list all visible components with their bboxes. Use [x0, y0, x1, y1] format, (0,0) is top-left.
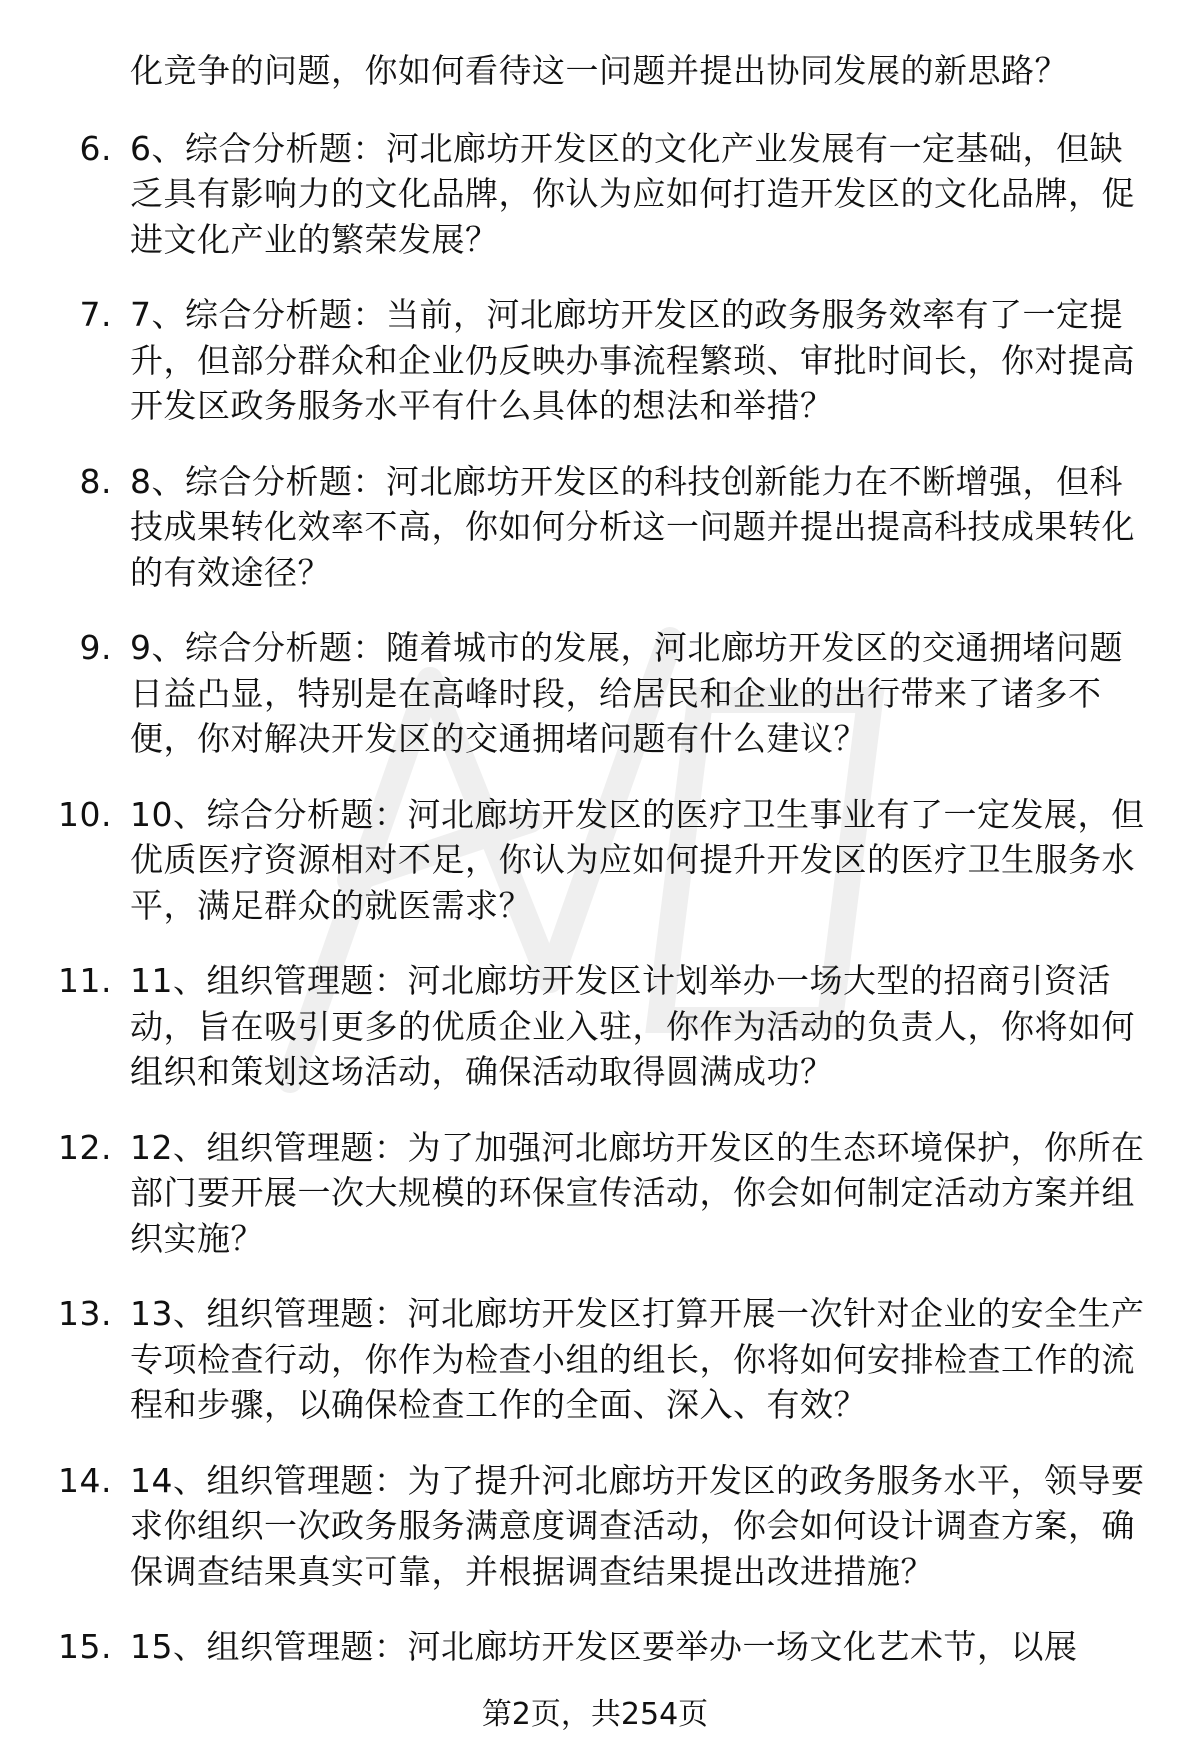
- list-item-text: 12、组织管理题：为了加强河北廊坊开发区的生态环境保护，你所在部门要开展一次大规模的环保宣传活动，你会如何制定活动方案并组织实施？: [130, 1127, 1145, 1258]
- list-number: 7.: [79, 295, 112, 334]
- list-number: 11.: [58, 961, 112, 1000]
- list-number: 6.: [79, 128, 112, 168]
- list-number: 12.: [58, 1127, 112, 1167]
- list-item-text: 13、组织管理题：河北廊坊开发区打算开展一次针对企业的安全生产专项检查行动，你作为检查小组的组长，你将如何安排检查工作的流程和步骤，以确保检查工作的全面、深入、有效？: [130, 1294, 1145, 1424]
- continuation-text: 化竞争的问题，你如何看待这一问题并提出协同发展的新思路？: [130, 51, 1068, 90]
- list-item: [0, 1458, 1190, 1595]
- list-number: 14.: [58, 1460, 112, 1500]
- list-item: [0, 292, 1190, 429]
- list-item: [0, 1624, 1190, 1670]
- continuation-paragraph: [0, 48, 1190, 94]
- page-footer: 第2页，共254页: [481, 1697, 709, 1732]
- list-item-text: 6、综合分析题：河北廊坊开发区的文化产业发展有一定基础，但缺乏具有影响力的文化品牌，你认为应如何打造开发区的文化品牌，促进文化产业的繁荣发展？: [130, 128, 1135, 259]
- list-item-text: 14、组织管理题：为了提升河北廊坊开发区的政务服务水平，领导要求你组织一次政务服务满意度调查活动，你会如何设计调查方案，确保调查结果真实可靠，并根据调查结果提出改进措施？: [130, 1460, 1145, 1591]
- list-item: [0, 126, 1190, 263]
- question-list: [0, 48, 1190, 1700]
- list-number: 10.: [58, 794, 112, 834]
- list-item: [0, 1291, 1190, 1428]
- list-number: 8.: [79, 461, 112, 501]
- list-item-text: 10、综合分析题：河北廊坊开发区的医疗卫生事业有了一定发展，但优质医疗资源相对不足，你认为应如何提升开发区的医疗卫生服务水平，满足群众的就医需求？: [130, 794, 1145, 925]
- list-item: [0, 1125, 1190, 1262]
- list-number: 9.: [79, 628, 112, 667]
- list-item-text: 7、综合分析题：当前，河北廊坊开发区的政务服务效率有了一定提升，但部分群众和企业仍反映办事流程繁琐、审批时间长，你对提高开发区政务服务水平有什么具体的想法和举措？: [130, 295, 1135, 425]
- list-item: [0, 625, 1190, 762]
- list-item: [0, 958, 1190, 1095]
- list-number: 15.: [58, 1627, 112, 1666]
- list-number: 13.: [58, 1294, 112, 1333]
- list-item: [0, 459, 1190, 596]
- list-item-text: 9、综合分析题：随着城市的发展，河北廊坊开发区的交通拥堵问题日益凸显，特别是在高峰时段，给居民和企业的出行带来了诸多不便，你对解决开发区的交通拥堵问题有什么建议？: [130, 628, 1123, 758]
- list-item-text: 8、综合分析题：河北廊坊开发区的科技创新能力在不断增强，但科技成果转化效率不高，你如何分析这一问题并提出提高科技成果转化的有效途径？: [130, 461, 1135, 592]
- list-item: [0, 792, 1190, 929]
- list-item-text: 15、组织管理题：河北廊坊开发区要举办一场文化艺术节，以展: [130, 1627, 1078, 1666]
- list-item-text: 11、组织管理题：河北廊坊开发区计划举办一场大型的招商引资活动，旨在吸引更多的优质企业入驻，你作为活动的负责人，你将如何组织和策划这场活动，确保活动取得圆满成功？: [130, 961, 1135, 1091]
